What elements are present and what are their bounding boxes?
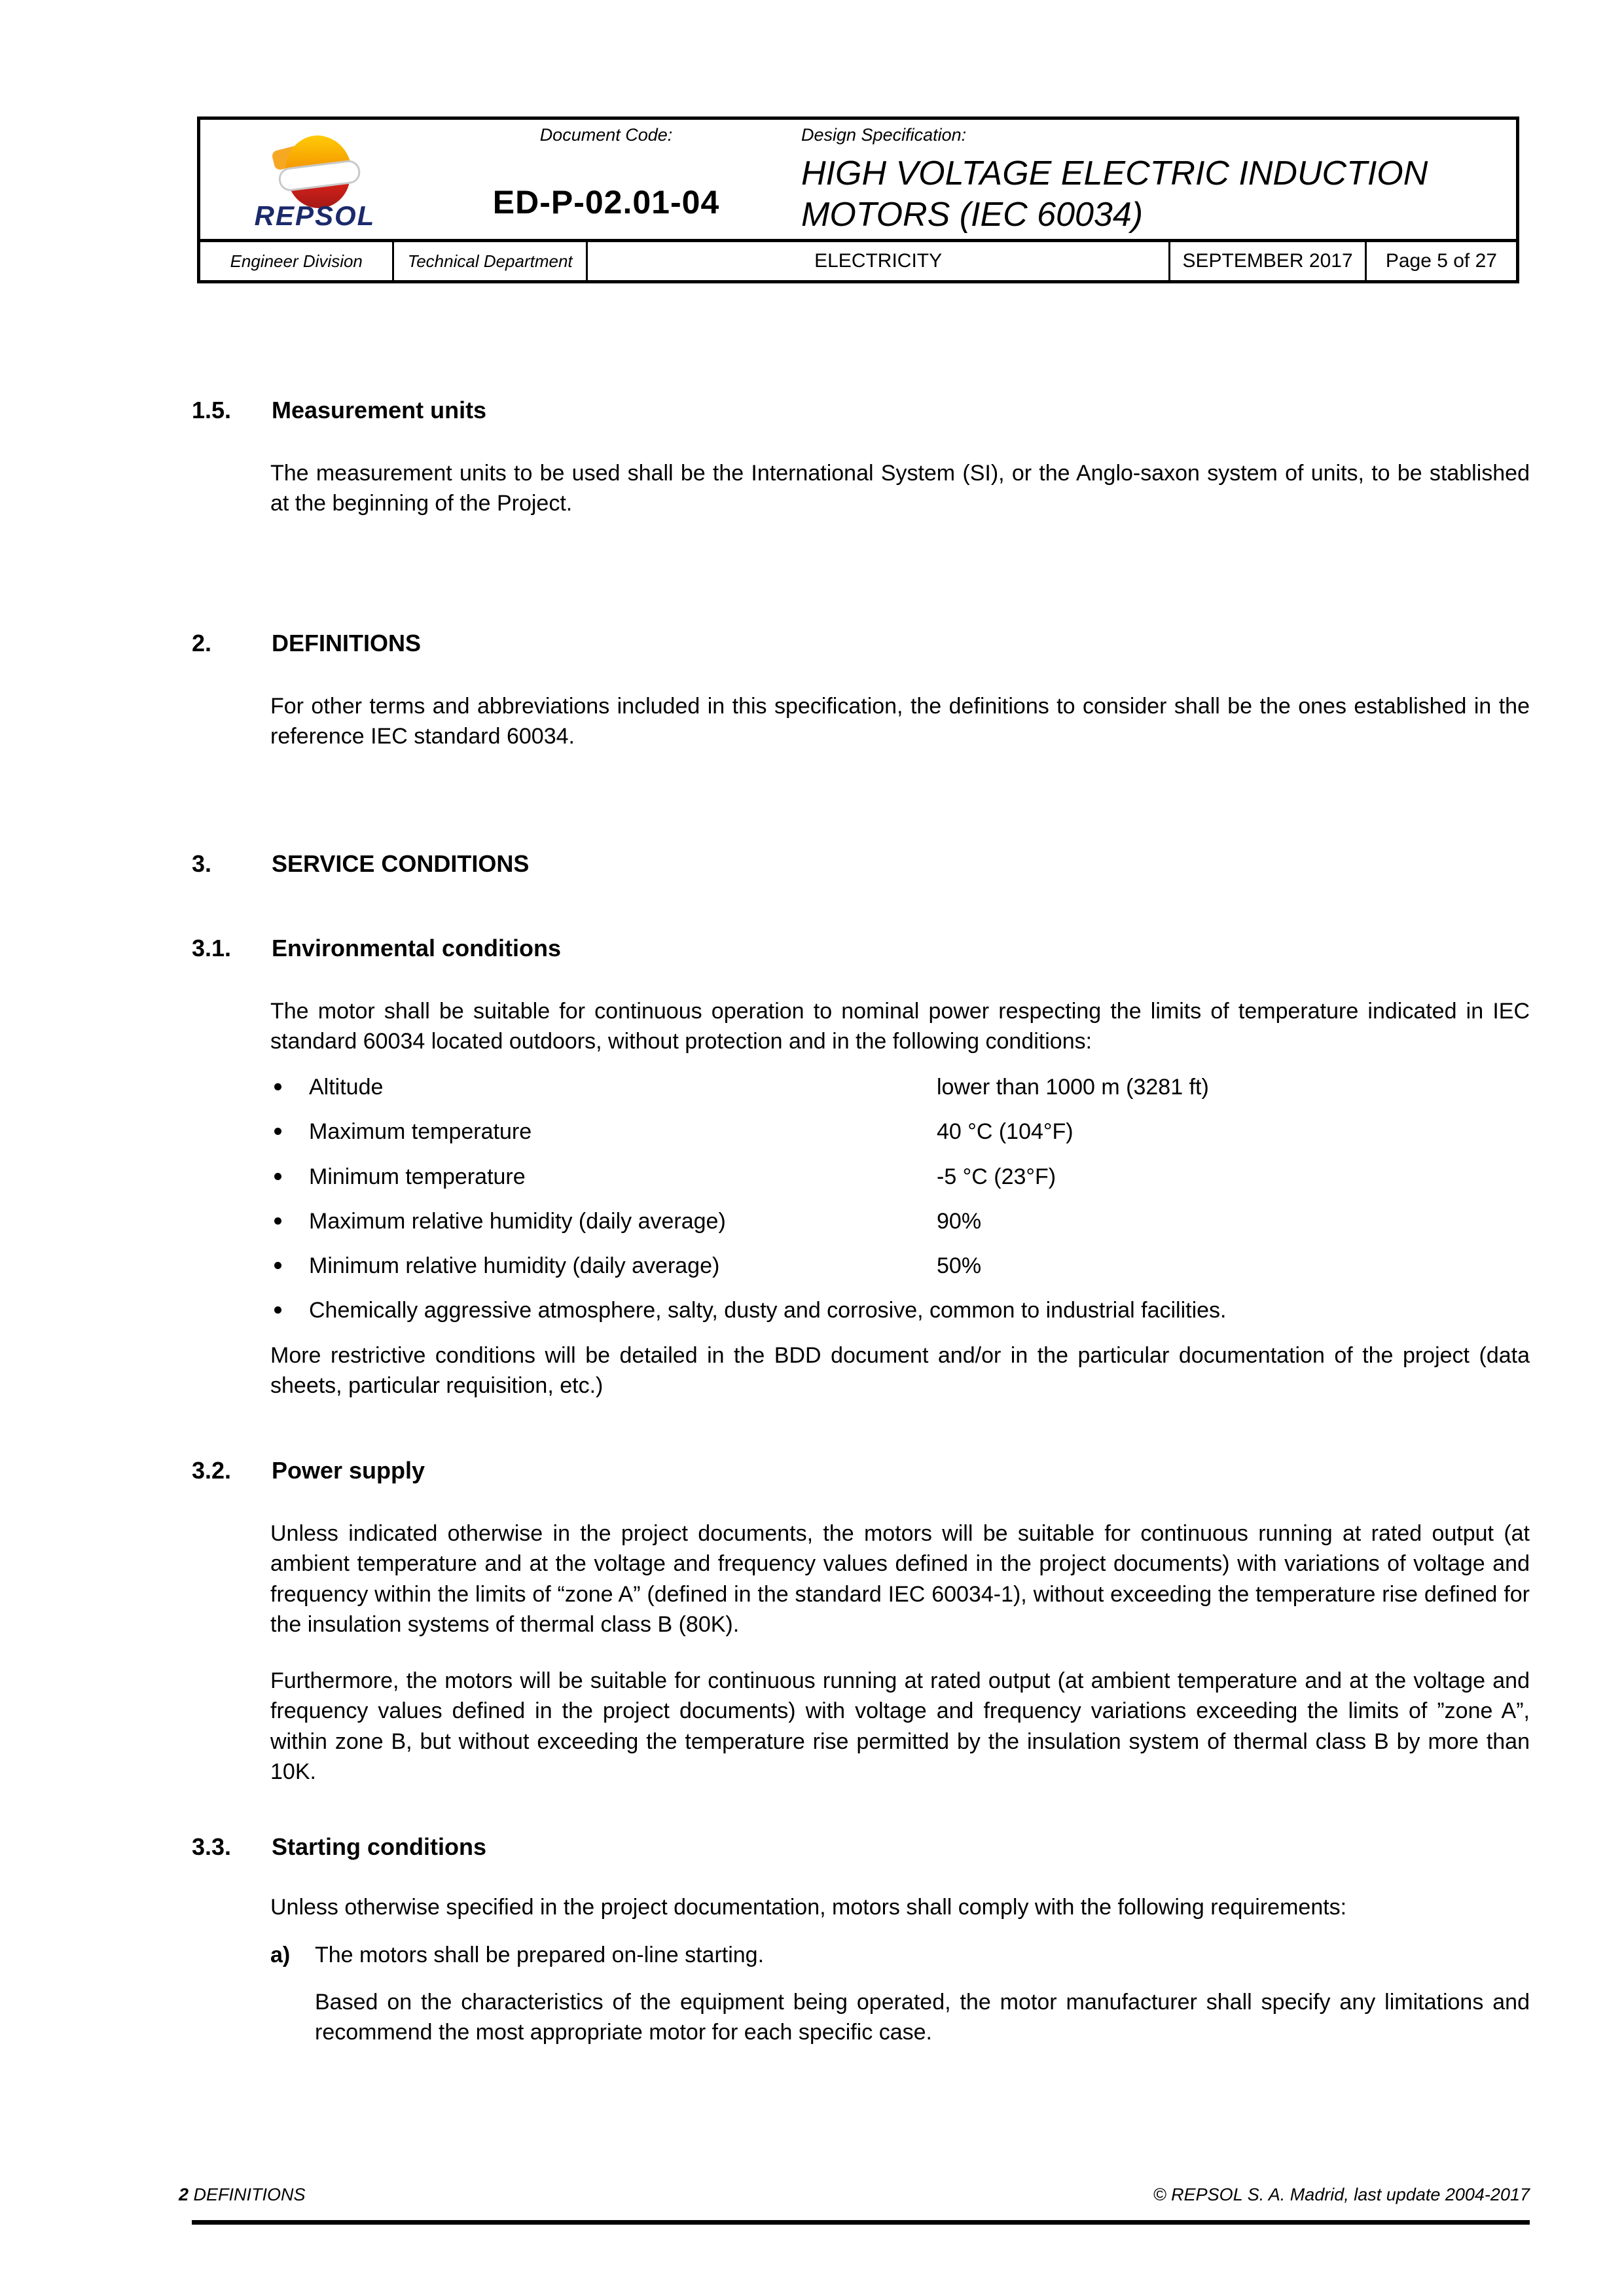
bullet-icon: [274, 1217, 281, 1225]
bullet-value: 90%: [937, 1208, 982, 1234]
footer-divider: [192, 2220, 1530, 2225]
design-spec-label: Design Specification:: [801, 125, 967, 145]
bullet-value: -5 °C (23°F): [937, 1164, 1056, 1189]
section-title: SERVICE CONDITIONS: [272, 850, 530, 878]
environmental-conditions-list: [274, 1072, 1530, 1325]
list-item-atmosphere: [274, 1295, 1530, 1325]
bullet-label: Altitude: [309, 1075, 384, 1100]
bullet-value: 50%: [937, 1253, 982, 1279]
list-item-max-temperature: [274, 1117, 1530, 1147]
bullet-icon: [274, 1128, 281, 1135]
document-code-label: Document Code:: [539, 125, 673, 145]
department-label: Technical Department: [407, 251, 573, 271]
paragraph-starting-detail: Based on the characteristics of the equipment being operated, the motor manufacturer shall specify any limitations and recommend the most appropriate motor for each specific case.: [315, 1989, 1530, 2045]
division-label: Engineer Division: [230, 251, 363, 271]
section-heading-3: [192, 850, 1530, 878]
section-title: Measurement units: [272, 397, 487, 423]
section-heading-3-3: [192, 1833, 1530, 1861]
bullet-icon: [274, 1173, 281, 1180]
document-title: HIGH VOLTAGE ELECTRIC INDUCTION MOTORS (IEC 60034): [801, 154, 1428, 234]
list-item-altitude: [274, 1072, 1530, 1102]
section-heading-3-1: [192, 934, 1530, 962]
paragraph-definitions: For other terms and abbreviations included in this specification, the definitions to consider shall be the ones established in the reference IEC standard 60034.: [270, 693, 1530, 749]
list-item-a: [270, 1940, 1530, 1970]
paragraph-environmental-intro: The motor shall be suitable for continuous operation to nominal power respecting the limits of temperature indicated in IEC standard 60034 located outdoors, without protection and in the following conditions:: [270, 998, 1530, 1054]
footer-chapter-name: DEFINITIONS: [193, 2185, 306, 2204]
section-number: 2.: [192, 629, 212, 656]
section-number: 3.1.: [192, 934, 232, 961]
section-number: 3.: [192, 850, 212, 878]
list-item-min-temperature: [274, 1162, 1530, 1192]
discipline-label: ELECTRICITY: [814, 250, 943, 272]
bullet-icon: [274, 1262, 281, 1269]
paragraph-starting-intro: Unless otherwise specified in the project documentation, motors shall comply with the following requirements:: [270, 1895, 1347, 1920]
bullet-label: Chemically aggressive atmosphere, salty, dusty and corrosive, common to industrial facilities.: [309, 1298, 1227, 1323]
bullet-icon: [274, 1083, 281, 1090]
document-code-value: ED-P-02.01-04: [492, 184, 720, 221]
bullet-label: Minimum relative humidity (daily average): [309, 1253, 720, 1279]
section-number: 1.5.: [192, 397, 232, 423]
document-body: [192, 0, 1530, 2047]
paragraph-restrictive-conditions: More restrictive conditions will be detailed in the BDD document and/or in the particular documentation of the project (data sheets, particular requisition, etc.): [270, 1342, 1530, 1398]
section-number: 3.3.: [192, 1833, 232, 1861]
list-item-min-humidity: [274, 1251, 1530, 1281]
bullet-label: Maximum temperature: [309, 1119, 532, 1145]
bullet-value: 40 °C (104°F): [937, 1119, 1074, 1145]
list-item-marker: a): [270, 1942, 291, 1967]
bullet-value: lower than 1000 m (3281 ft): [937, 1075, 1209, 1100]
paragraph-power-supply-2: Furthermore, the motors will be suitable for continuous running at rated output (at ambient temperature and at the voltage and frequency values defined in the project documents) with voltage and frequency variations exceeding the limits of ”zone A”, within zone B, but without exceeding the temperature rise permitted by the insulation system of thermal class B by more than 10K.: [270, 1668, 1530, 1784]
section-title: DEFINITIONS: [272, 629, 422, 656]
bullet-icon: [274, 1306, 281, 1314]
section-heading-2: [192, 629, 1530, 657]
bullet-label: Minimum temperature: [309, 1164, 526, 1189]
paragraph-measurement-units: The measurement units to be used shall be the International System (SI), or the Anglo-saxon system of units, to be stablished at the beginning of the Project.: [270, 461, 1530, 516]
section-number: 3.2.: [192, 1457, 232, 1484]
section-heading-3-2: [192, 1456, 1530, 1484]
list-item-text: The motors shall be prepared on-line starting.: [315, 1942, 765, 1967]
section-title: Starting conditions: [272, 1833, 486, 1861]
date-label: SEPTEMBER 2017: [1182, 250, 1353, 272]
paragraph-power-supply-1: Unless indicated otherwise in the project documents, the motors will be suitable for continuous running at rated output (at ambient temperature and at the voltage and frequency values defined in the project documents) with variations of voltage and frequency within the limits of “zone A” (defined in the standard IEC 60034-1), without exceeding the temperature rise defined for the insulation systems of thermal class B (80K).: [270, 1521, 1530, 1637]
footer-chapter: [179, 2185, 306, 2205]
section-heading-1-5: [192, 396, 1530, 424]
footer-chapter-number: 2: [179, 2185, 189, 2204]
list-item-max-humidity: [274, 1206, 1530, 1236]
section-title: Power supply: [272, 1457, 425, 1484]
section-title: Environmental conditions: [272, 934, 562, 961]
bullet-label: Maximum relative humidity (daily average): [309, 1208, 726, 1234]
footer-copyright: © REPSOL S. A. Madrid, last update 2004-2017: [1153, 2185, 1530, 2204]
logo-wordmark: REPSOL: [254, 200, 376, 231]
page-number-label: Page 5 of 27: [1385, 250, 1497, 272]
